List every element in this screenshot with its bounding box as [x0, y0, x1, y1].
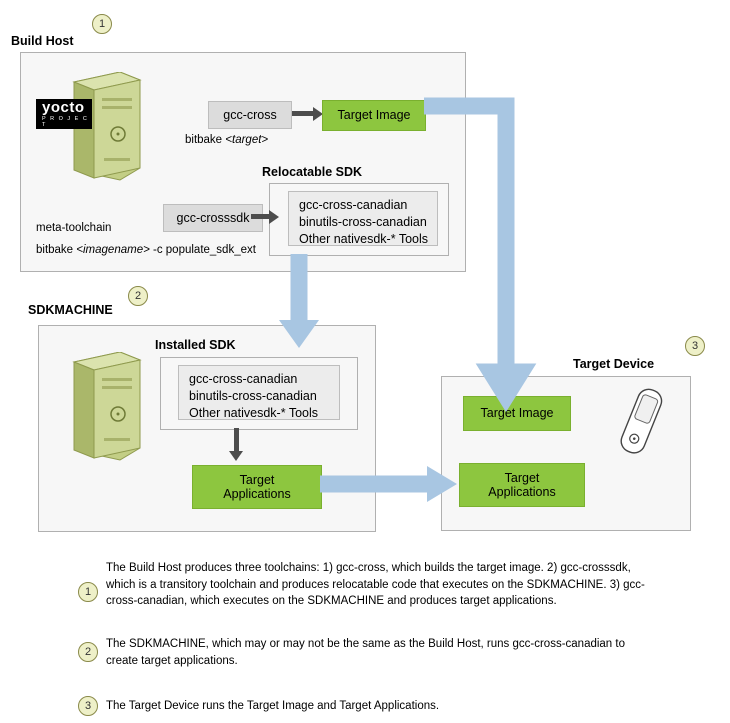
badge-build-host: 1: [92, 14, 112, 34]
installed-sdk-item-1: binutils-cross-canadian: [189, 388, 317, 403]
meta-toolchain-label: meta-toolchain: [36, 222, 112, 234]
installed-sdk-item-0: gcc-cross-canadian: [189, 372, 298, 386]
gcc-crosssdk-box: gcc-crosssdk: [163, 204, 263, 232]
badge-sdkmachine: 2: [128, 286, 148, 306]
legend-text-2: The SDKMACHINE, which may or may not be the same as the Build Host, runs gcc-cross-canadian to create target applications.: [106, 638, 625, 667]
legend-text-3: The Target Device runs the Target Image and Target Applications.: [106, 700, 440, 712]
relocatable-sdk-item-0: gcc-cross-canadian: [299, 198, 408, 212]
build-host-label: Build Host: [11, 34, 74, 48]
arrow-target-image-to-device: [424, 106, 521, 396]
target-applications-device-line2: Applications: [488, 485, 556, 499]
bitbake-sdk-prefix: bitbake: [36, 244, 77, 256]
legend-badge-1: 1: [78, 582, 98, 602]
legend-item-1: [70, 560, 710, 622]
legend-item-3: [70, 698, 710, 723]
bitbake-target-arg: <target>: [225, 134, 269, 146]
bitbake-target-prefix: bitbake: [185, 134, 226, 146]
badge-target-device: 3: [685, 336, 705, 356]
legend-badge-2: 2: [78, 642, 98, 662]
target-applications-sdkmachine-line2: Applications: [223, 487, 291, 501]
relocatable-sdk-label: Relocatable SDK: [262, 165, 363, 179]
target-applications-sdkmachine-line1: Target: [239, 472, 275, 487]
gcc-cross-box: gcc-cross: [208, 101, 292, 129]
arrow-apps-to-device-apps-head: [427, 466, 457, 502]
arrow-sdk-to-installed-sdk-head: [279, 320, 319, 348]
yocto-logo-line2: P R O J E C T: [42, 116, 89, 128]
legend-text-1: The Build Host produces three toolchains: 1) gcc-cross, which builds the target image. 2) gcc-crosssdk, which is a transitory toolchain and produces relocatable code that executes on the SDKMACHINE. 3) gcc-cross-canadian, which executes on the SDKMACHINE and produces target applications.: [106, 562, 645, 608]
target-applications-device-line1: Target: [504, 470, 540, 485]
legend: [70, 560, 710, 723]
relocatable-sdk-item-1: binutils-cross-canadian: [299, 214, 427, 229]
target-image-build-host: Target Image: [322, 100, 426, 131]
relocatable-sdk-item-2: Other nativesdk-* Tools: [299, 231, 428, 246]
yocto-logo-line1: yocto: [42, 99, 85, 116]
target-image-device: Target Image: [463, 396, 571, 431]
legend-badge-3: 3: [78, 696, 98, 716]
sdkmachine-label: SDKMACHINE: [28, 303, 113, 317]
legend-item-2: [70, 636, 710, 680]
target-device-label: Target Device: [573, 357, 655, 371]
bitbake-sdk-suffix: -c populate_sdk_ext: [149, 244, 256, 256]
installed-sdk-item-2: Other nativesdk-* Tools: [189, 405, 318, 420]
bitbake-sdk-arg: <imagename>: [76, 244, 150, 256]
installed-sdk-label: Installed SDK: [155, 338, 236, 352]
